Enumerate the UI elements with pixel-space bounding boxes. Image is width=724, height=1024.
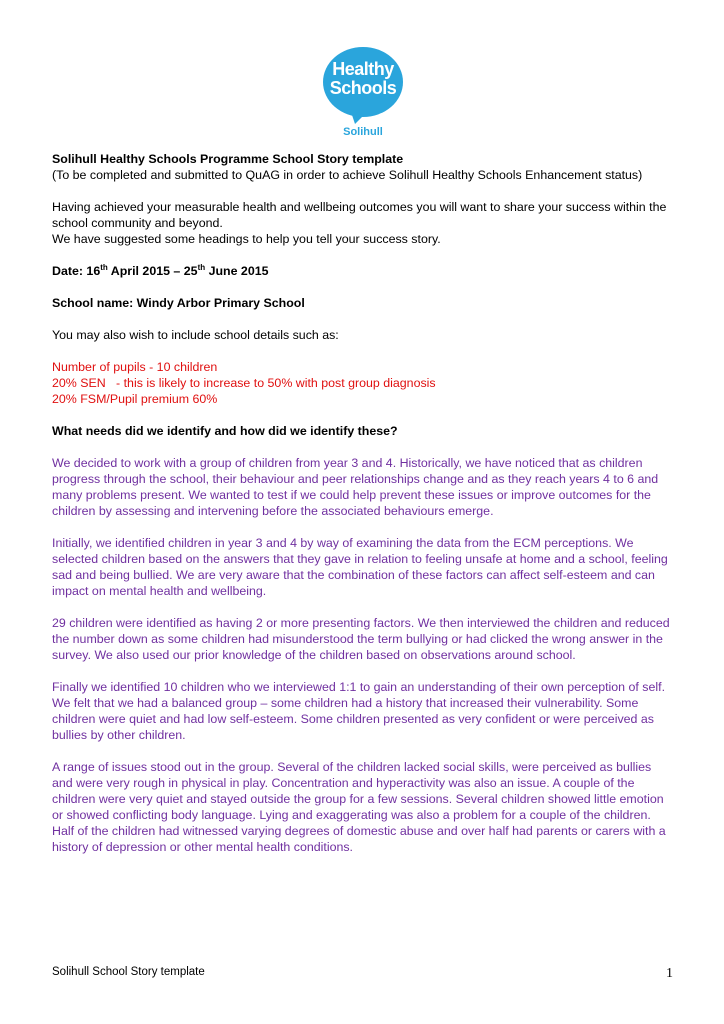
logo-subtitle: Solihull <box>343 126 383 138</box>
paragraph-5: A range of issues stood out in the group. Several of the children lacked social skills, were perceived as bullies and were very rough in physical in play. Concentration and hyperactivity was also an issue. A couple of the children were very quiet and stayed outside the group for a few sessions. Several children showed little emotion or showed conflicting body language. Lying and exaggerating was also a problem for a couple of the children. Half of the children had witnessed varying degrees of domestic abuse and over half had parents or carers with a history of depression or other mental health conditions. <box>52 760 666 854</box>
document-body <box>52 151 672 855</box>
page-number: 1 <box>666 966 673 981</box>
paragraph-1: We decided to work with a group of children from year 3 and 4. Historically, we have noticed that as children progress through the school, their behaviour and peer relationships change and as they reach years 4 to 6 and many problems present. We wanted to test if we could help prevent these issues or improve outcomes for the children by assessing and intervening before the associated behaviours emerge. <box>52 456 659 518</box>
detail-fsm: 20% FSM/Pupil premium 60% <box>52 392 218 406</box>
date-suffix: June 2015 <box>205 264 269 278</box>
logo-line2: Schools <box>329 78 397 98</box>
date-sup-1: th <box>100 262 108 272</box>
detail-sen: 20% SEN - this is likely to increase to 50% with post group diagnosis <box>52 376 436 390</box>
paragraph-4: Finally we identified 10 children who we interviewed 1:1 to gain an understanding of their own perception of self. We felt that we had a balanced group – some children had a history that increased their vulnerability. Some children were quiet and had low self-esteem. Some children presented as very confident or were perceived as bullies by other children. <box>52 680 666 742</box>
logo-text <box>321 60 405 98</box>
date-prefix: Date: 16 <box>52 264 101 278</box>
logo-line1: Healthy <box>332 59 394 79</box>
question-heading: What needs did we identify and how did we identify these? <box>52 424 398 438</box>
intro-line-2: We have suggested some headings to help you tell your success story. <box>52 232 441 246</box>
document-title: Solihull Healthy Schools Programme School Story template <box>52 152 404 166</box>
date-line <box>52 263 672 279</box>
date-sup-2: th <box>197 262 206 272</box>
paragraph-3: 29 children were identified as having 2 or more presenting factors. We then interviewed the children and reduced the number down as some children had misunderstood the term bullying or had clicked the wrong answer in the survey. We also used our prior knowledge of the children based on observations around school. <box>52 616 670 662</box>
details-prompt: You may also wish to include school details such as: <box>52 328 339 342</box>
paragraph-2: Initially, we identified children in year 3 and 4 by way of examining the data from the ECM perceptions. We selected children based on the answers that they gave in relation to feeling unsafe at home and a school, feeling sad and being bullied. We are very aware that the combination of these factors can affect self-esteem and can impact on mental health and wellbeing. <box>52 536 668 598</box>
intro-line-1: Having achieved your measurable health and wellbeing outcomes you will want to share your success within the school community and beyond. <box>52 200 667 230</box>
healthy-schools-logo <box>321 46 405 144</box>
footer-title: Solihull School Story template <box>52 966 205 978</box>
document-subtitle: (To be completed and submitted to QuAG in order to achieve Solihull Healthy Schools Enhancement status) <box>52 168 643 182</box>
date-mid: April 2015 – 25 <box>107 264 198 278</box>
school-name: School name: Windy Arbor Primary School <box>52 296 305 310</box>
detail-pupils: Number of pupils - 10 children <box>52 360 218 374</box>
